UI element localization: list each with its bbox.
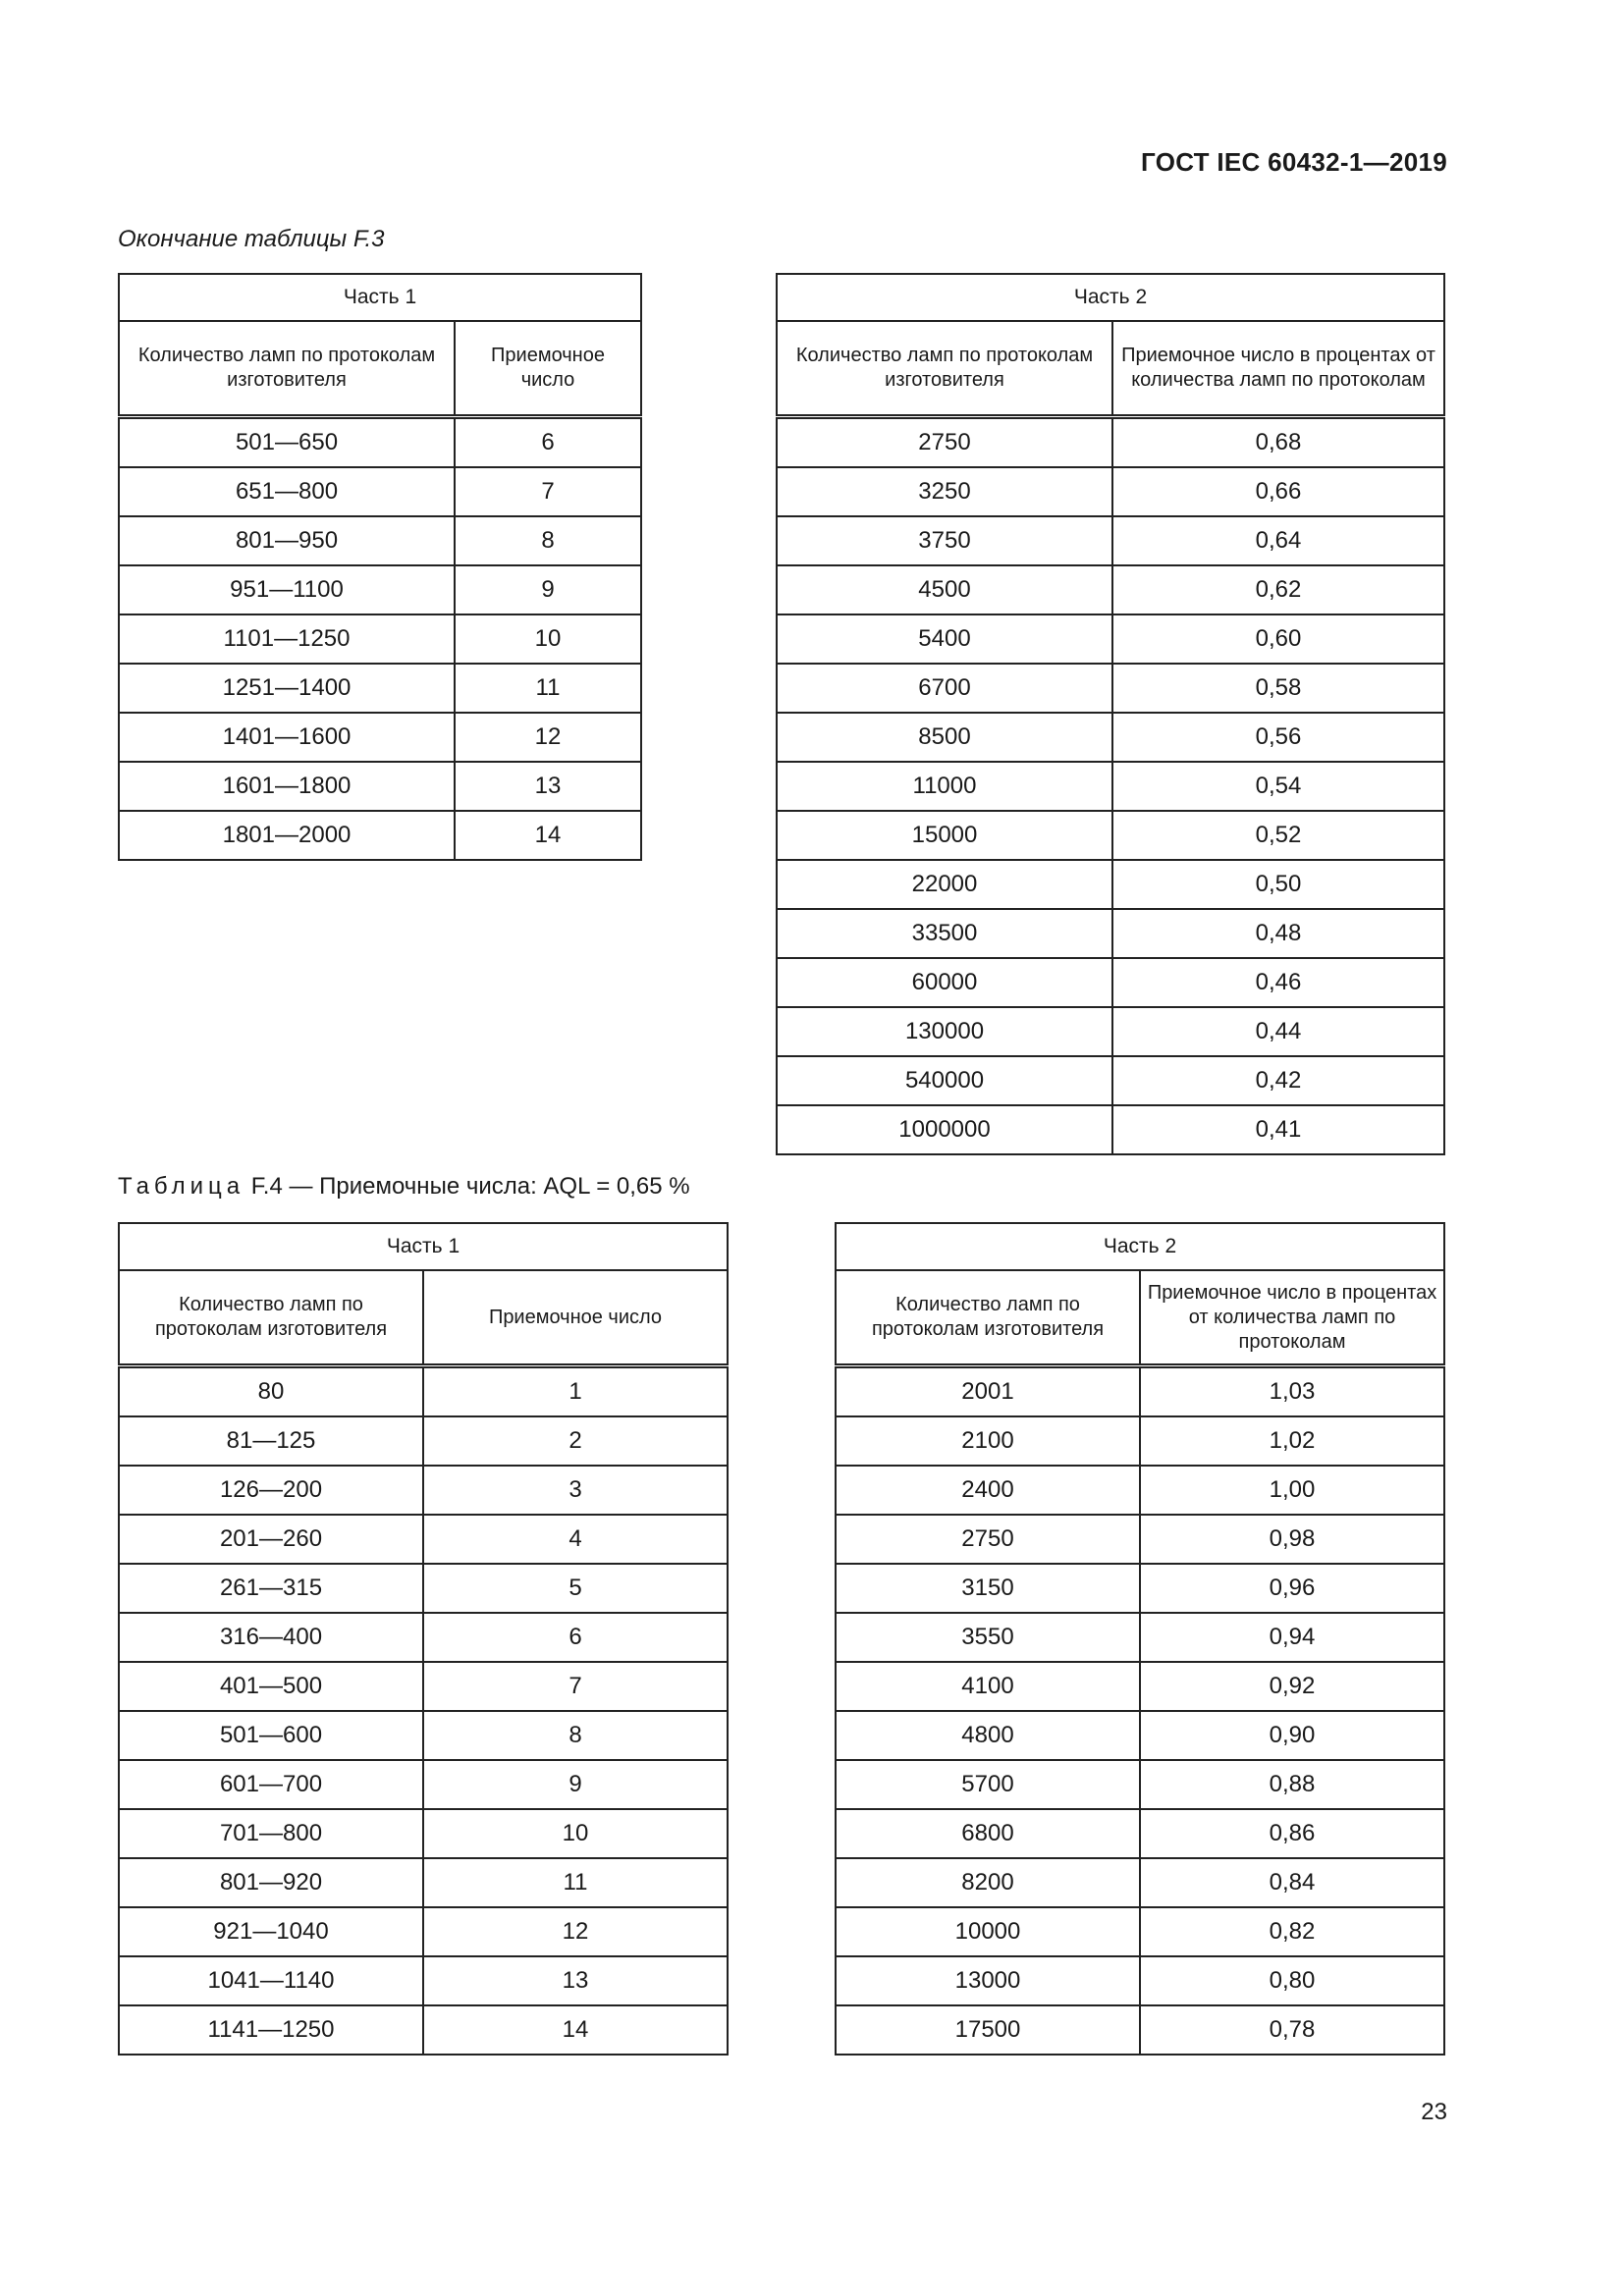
document-id: ГОСТ IEC 60432-1—2019 xyxy=(1141,147,1447,177)
table-row xyxy=(836,1416,1444,1466)
lamp-count-cell: 8200 xyxy=(836,1858,1140,1907)
table-row xyxy=(119,614,641,664)
lamp-count-cell: 801—950 xyxy=(119,516,455,565)
lamp-count-cell: 4800 xyxy=(836,1711,1140,1760)
table-row xyxy=(777,1056,1444,1105)
column-header-acceptance-number: Приемочное число xyxy=(423,1270,728,1366)
table-row xyxy=(836,1809,1444,1858)
table-f4-part2 xyxy=(835,1222,1445,2056)
table-row xyxy=(119,2005,728,2055)
acceptance-number-cell: 0,94 xyxy=(1140,1613,1444,1662)
acceptance-number-cell: 0,90 xyxy=(1140,1711,1444,1760)
table-row xyxy=(777,1105,1444,1154)
table-row xyxy=(836,1613,1444,1662)
acceptance-number-cell: 14 xyxy=(455,811,641,860)
column-header-lamp-count: Количество ламп по протоколам изготовителя xyxy=(119,1270,423,1366)
lamp-count-cell: 81—125 xyxy=(119,1416,423,1466)
table-row xyxy=(777,467,1444,516)
table-row xyxy=(119,467,641,516)
lamp-count-cell: 126—200 xyxy=(119,1466,423,1515)
lamp-count-cell: 1041—1140 xyxy=(119,1956,423,2005)
lamp-count-cell: 1601—1800 xyxy=(119,762,455,811)
acceptance-number-cell: 0,78 xyxy=(1140,2005,1444,2055)
table-column-header-row xyxy=(119,1270,728,1366)
acceptance-number-cell: 0,48 xyxy=(1112,909,1444,958)
lamp-count-cell: 3250 xyxy=(777,467,1112,516)
lamp-count-cell: 4500 xyxy=(777,565,1112,614)
lamp-count-cell: 6800 xyxy=(836,1809,1140,1858)
table-row xyxy=(777,909,1444,958)
lamp-count-cell: 33500 xyxy=(777,909,1112,958)
table-part-title-row xyxy=(119,1223,728,1270)
acceptance-number-cell: 13 xyxy=(455,762,641,811)
lamp-count-cell: 5700 xyxy=(836,1760,1140,1809)
table-row xyxy=(836,1466,1444,1515)
lamp-count-cell: 951—1100 xyxy=(119,565,455,614)
acceptance-number-cell: 2 xyxy=(423,1416,728,1466)
acceptance-number-cell: 11 xyxy=(423,1858,728,1907)
lamp-count-cell: 11000 xyxy=(777,762,1112,811)
acceptance-number-cell: 4 xyxy=(423,1515,728,1564)
lamp-count-cell: 3550 xyxy=(836,1613,1140,1662)
acceptance-number-cell: 0,88 xyxy=(1140,1760,1444,1809)
lamp-count-cell: 701—800 xyxy=(119,1809,423,1858)
lamp-count-cell: 10000 xyxy=(836,1907,1140,1956)
table-row xyxy=(119,1515,728,1564)
page-number: 23 xyxy=(1421,2099,1447,2125)
lamp-count-cell: 1141—1250 xyxy=(119,2005,423,2055)
acceptance-number-cell: 0,52 xyxy=(1112,811,1444,860)
table-row xyxy=(119,1907,728,1956)
acceptance-number-cell: 0,56 xyxy=(1112,713,1444,762)
lamp-count-cell: 60000 xyxy=(777,958,1112,1007)
table-row xyxy=(119,1760,728,1809)
column-header-lamp-count: Количество ламп по протоколам изготовителя xyxy=(777,321,1112,417)
lamp-count-cell: 601—700 xyxy=(119,1760,423,1809)
lamp-count-cell: 3750 xyxy=(777,516,1112,565)
table-row xyxy=(119,1613,728,1662)
table-row xyxy=(119,1858,728,1907)
column-header-acceptance-number: Приемочное число в процентах от количества ламп по протоколам xyxy=(1140,1270,1444,1366)
column-header-lamp-count: Количество ламп по протоколам изготовителя xyxy=(119,321,455,417)
table-row xyxy=(836,1662,1444,1711)
table-row xyxy=(836,2005,1444,2055)
table-row xyxy=(119,516,641,565)
lamp-count-cell: 2750 xyxy=(836,1515,1140,1564)
lamp-count-cell: 316—400 xyxy=(119,1613,423,1662)
table-row xyxy=(777,713,1444,762)
lamp-count-cell: 1000000 xyxy=(777,1105,1112,1154)
table-f4-caption-word: Таблица xyxy=(118,1173,245,1200)
acceptance-number-cell: 9 xyxy=(423,1760,728,1809)
table-f3-part1 xyxy=(118,273,642,861)
table-row xyxy=(836,1907,1444,1956)
table-f4-part1 xyxy=(118,1222,729,2056)
acceptance-number-cell: 0,44 xyxy=(1112,1007,1444,1056)
acceptance-number-cell: 0,80 xyxy=(1140,1956,1444,2005)
lamp-count-cell: 921—1040 xyxy=(119,1907,423,1956)
lamp-count-cell: 501—600 xyxy=(119,1711,423,1760)
acceptance-number-cell: 8 xyxy=(423,1711,728,1760)
lamp-count-cell: 540000 xyxy=(777,1056,1112,1105)
lamp-count-cell: 15000 xyxy=(777,811,1112,860)
lamp-count-cell: 1401—1600 xyxy=(119,713,455,762)
table-f3-continuation-caption: Окончание таблицы F.3 xyxy=(118,226,385,252)
lamp-count-cell: 651—800 xyxy=(119,467,455,516)
table-row xyxy=(119,1662,728,1711)
lamp-count-cell: 4100 xyxy=(836,1662,1140,1711)
table-row xyxy=(119,417,641,468)
table-row xyxy=(777,417,1444,468)
table-f3-part2 xyxy=(776,273,1445,1155)
lamp-count-cell: 130000 xyxy=(777,1007,1112,1056)
table-row xyxy=(777,516,1444,565)
lamp-count-cell: 261—315 xyxy=(119,1564,423,1613)
table-row xyxy=(119,1956,728,2005)
lamp-count-cell: 80 xyxy=(119,1366,423,1417)
table-row xyxy=(119,811,641,860)
table-column-header-row xyxy=(836,1270,1444,1366)
table-row xyxy=(777,1007,1444,1056)
lamp-count-cell: 501—650 xyxy=(119,417,455,468)
acceptance-number-cell: 14 xyxy=(423,2005,728,2055)
acceptance-number-cell: 3 xyxy=(423,1466,728,1515)
lamp-count-cell: 6700 xyxy=(777,664,1112,713)
acceptance-number-cell: 0,60 xyxy=(1112,614,1444,664)
table-row xyxy=(119,1366,728,1417)
lamp-count-cell: 17500 xyxy=(836,2005,1140,2055)
acceptance-number-cell: 13 xyxy=(423,1956,728,2005)
column-header-acceptance-number: Приемочное число xyxy=(455,321,641,417)
lamp-count-cell: 5400 xyxy=(777,614,1112,664)
lamp-count-cell: 1251—1400 xyxy=(119,664,455,713)
table-row xyxy=(777,762,1444,811)
table-row xyxy=(836,1366,1444,1417)
acceptance-number-cell: 6 xyxy=(455,417,641,468)
column-header-lamp-count: Количество ламп по протоколам изготовителя xyxy=(836,1270,1140,1366)
table-part-title-row xyxy=(836,1223,1444,1270)
acceptance-number-cell: 7 xyxy=(455,467,641,516)
acceptance-number-cell: 0,82 xyxy=(1140,1907,1444,1956)
acceptance-number-cell: 1,02 xyxy=(1140,1416,1444,1466)
acceptance-number-cell: 0,98 xyxy=(1140,1515,1444,1564)
acceptance-number-cell: 0,46 xyxy=(1112,958,1444,1007)
table-column-header-row xyxy=(777,321,1444,417)
table-row xyxy=(119,1466,728,1515)
acceptance-number-cell: 0,66 xyxy=(1112,467,1444,516)
lamp-count-cell: 801—920 xyxy=(119,1858,423,1907)
acceptance-number-cell: 6 xyxy=(423,1613,728,1662)
table-row xyxy=(777,614,1444,664)
table-row xyxy=(119,565,641,614)
acceptance-number-cell: 1,03 xyxy=(1140,1366,1444,1417)
acceptance-number-cell: 0,68 xyxy=(1112,417,1444,468)
acceptance-number-cell: 1,00 xyxy=(1140,1466,1444,1515)
lamp-count-cell: 2100 xyxy=(836,1416,1140,1466)
acceptance-number-cell: 0,96 xyxy=(1140,1564,1444,1613)
table-row xyxy=(836,1515,1444,1564)
lamp-count-cell: 2001 xyxy=(836,1366,1140,1417)
column-header-acceptance-number: Приемочное число в процентах от количества ламп по протоколам xyxy=(1112,321,1444,417)
table-row xyxy=(119,713,641,762)
acceptance-number-cell: 12 xyxy=(423,1907,728,1956)
lamp-count-cell: 22000 xyxy=(777,860,1112,909)
lamp-count-cell: 2750 xyxy=(777,417,1112,468)
table-row xyxy=(119,1416,728,1466)
lamp-count-cell: 401—500 xyxy=(119,1662,423,1711)
acceptance-number-cell: 0,54 xyxy=(1112,762,1444,811)
table-row xyxy=(777,958,1444,1007)
table-part-title: Часть 1 xyxy=(119,1223,728,1270)
table-f4-caption xyxy=(118,1173,690,1201)
acceptance-number-cell: 11 xyxy=(455,664,641,713)
table-row xyxy=(836,1956,1444,2005)
table-column-header-row xyxy=(119,321,641,417)
acceptance-number-cell: 9 xyxy=(455,565,641,614)
table-row xyxy=(777,664,1444,713)
table-row xyxy=(836,1711,1444,1760)
table-row xyxy=(119,664,641,713)
table-f4-caption-title: F.4 — Приемочные числа: AQL = 0,65 % xyxy=(250,1173,690,1200)
lamp-count-cell: 1801—2000 xyxy=(119,811,455,860)
table-row xyxy=(836,1760,1444,1809)
acceptance-number-cell: 0,84 xyxy=(1140,1858,1444,1907)
table-part-title-row xyxy=(777,274,1444,321)
lamp-count-cell: 3150 xyxy=(836,1564,1140,1613)
acceptance-number-cell: 7 xyxy=(423,1662,728,1711)
acceptance-number-cell: 0,50 xyxy=(1112,860,1444,909)
acceptance-number-cell: 0,92 xyxy=(1140,1662,1444,1711)
lamp-count-cell: 8500 xyxy=(777,713,1112,762)
acceptance-number-cell: 1 xyxy=(423,1366,728,1417)
table-part-title: Часть 2 xyxy=(836,1223,1444,1270)
table-row xyxy=(777,565,1444,614)
acceptance-number-cell: 10 xyxy=(455,614,641,664)
table-row xyxy=(836,1858,1444,1907)
lamp-count-cell: 201—260 xyxy=(119,1515,423,1564)
acceptance-number-cell: 0,58 xyxy=(1112,664,1444,713)
table-row xyxy=(119,1711,728,1760)
acceptance-number-cell: 0,41 xyxy=(1112,1105,1444,1154)
table-row xyxy=(836,1564,1444,1613)
acceptance-number-cell: 0,62 xyxy=(1112,565,1444,614)
table-part-title-row xyxy=(119,274,641,321)
acceptance-number-cell: 0,86 xyxy=(1140,1809,1444,1858)
lamp-count-cell: 1101—1250 xyxy=(119,614,455,664)
acceptance-number-cell: 0,64 xyxy=(1112,516,1444,565)
table-row xyxy=(119,762,641,811)
acceptance-number-cell: 12 xyxy=(455,713,641,762)
lamp-count-cell: 13000 xyxy=(836,1956,1140,2005)
table-row xyxy=(777,811,1444,860)
table-row xyxy=(119,1564,728,1613)
acceptance-number-cell: 0,42 xyxy=(1112,1056,1444,1105)
acceptance-number-cell: 8 xyxy=(455,516,641,565)
table-part-title: Часть 2 xyxy=(777,274,1444,321)
table-part-title: Часть 1 xyxy=(119,274,641,321)
acceptance-number-cell: 10 xyxy=(423,1809,728,1858)
table-row xyxy=(777,860,1444,909)
acceptance-number-cell: 5 xyxy=(423,1564,728,1613)
table-row xyxy=(119,1809,728,1858)
lamp-count-cell: 2400 xyxy=(836,1466,1140,1515)
